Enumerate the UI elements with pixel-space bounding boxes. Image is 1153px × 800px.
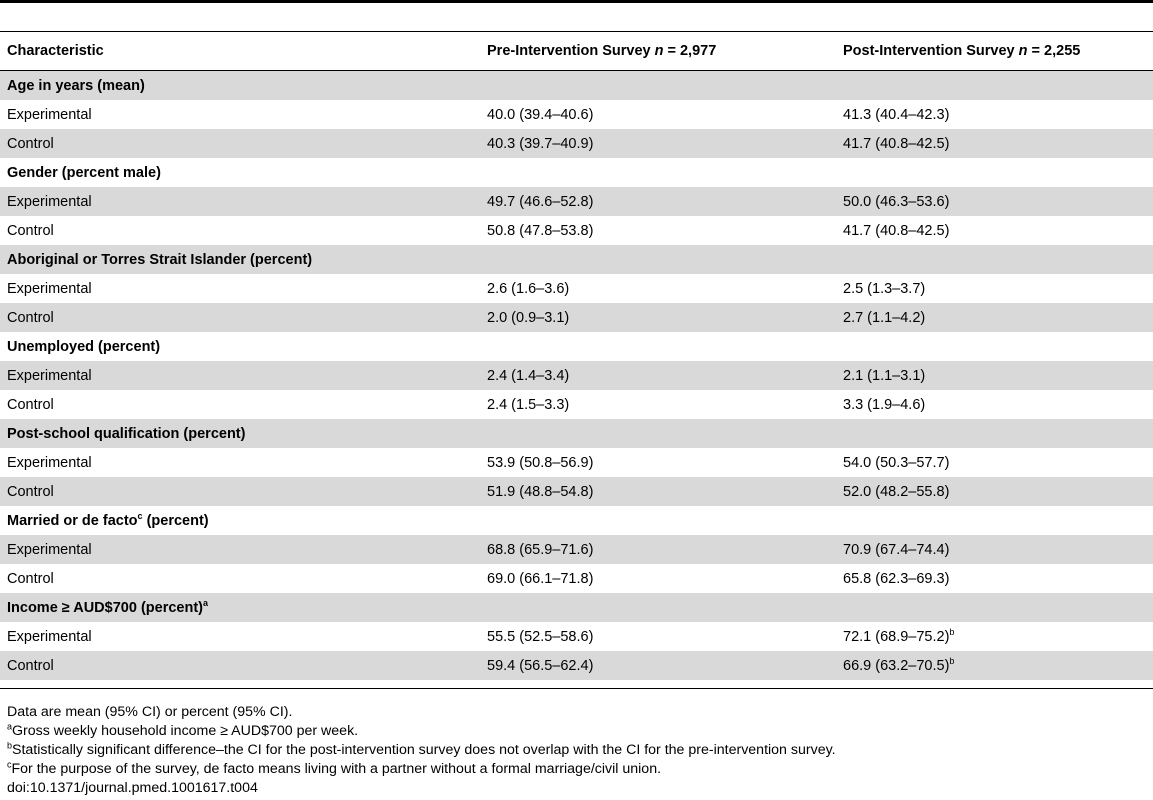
pre-value: 69.0 (66.1–71.8) [487, 570, 594, 587]
table-row [0, 477, 1153, 506]
header-pre-label: Pre-Intervention Survey [487, 43, 655, 59]
footnote-b-mark: b [7, 740, 13, 751]
post-value: 2.1 (1.1–3.1) [843, 367, 926, 384]
post-value: 65.8 (62.3–69.3) [843, 570, 950, 587]
post-value: 41.7 (40.8–42.5) [843, 135, 950, 152]
table-header [0, 32, 1153, 71]
table-row [0, 100, 1153, 129]
group-row [0, 593, 1153, 622]
post-footnote-mark: b [949, 655, 955, 666]
post-value-cell [836, 129, 1153, 158]
group-label: Income ≥ AUD$700 (percent) [7, 599, 203, 616]
row-name: Experimental [7, 454, 92, 471]
doi-link[interactable]: doi:10.1371/journal.pmed.1001617.t004 [7, 780, 258, 796]
footnote-a-text: Gross weekly household income ≥ AUD$700 per week. [12, 723, 359, 739]
header-post-label: Post-Intervention Survey [843, 43, 1019, 59]
post-value: 41.3 (40.4–42.3) [843, 106, 950, 123]
row-name: Control [7, 222, 54, 239]
table-row [0, 361, 1153, 390]
pre-value: 53.9 (50.8–56.9) [487, 454, 594, 471]
group-label: Age in years (mean) [7, 77, 145, 94]
header-post-n-value: = 2,255 [1027, 43, 1081, 59]
group-row [0, 158, 1153, 187]
table-row [0, 274, 1153, 303]
group-footnote-mark: c [137, 510, 143, 521]
footnote-b-text: Statistically significant difference–the CI for the post-intervention survey does not overlap with the CI for the pre-intervention survey. [12, 742, 836, 758]
post-value: 41.7 (40.8–42.5) [843, 222, 950, 239]
row-name: Control [7, 396, 54, 413]
table-body [0, 71, 1153, 681]
group-label: Gender (percent male) [7, 164, 161, 181]
footnote-c [7, 760, 1147, 779]
row-name: Control [0, 651, 480, 680]
table-row [0, 129, 1153, 158]
table-bottom-rule [0, 688, 1153, 689]
pre-value: 40.0 (39.4–40.6) [487, 106, 594, 123]
post-value: 66.9 (63.2–70.5) [843, 657, 950, 674]
group-label: Aboriginal or Torres Strait Islander (percent) [7, 251, 313, 268]
table-row [0, 651, 1153, 680]
pre-value: 2.0 (0.9–3.1) [480, 303, 836, 332]
characteristics-table [0, 32, 1153, 680]
group-label: Post-school qualification (percent) [7, 425, 246, 442]
pre-value: 50.8 (47.8–53.8) [487, 222, 594, 239]
pre-value: 59.4 (56.5–62.4) [480, 651, 836, 680]
post-value-cell [836, 274, 1153, 303]
table-row [0, 187, 1153, 216]
group-heading [0, 158, 1153, 187]
header-pre-intervention [480, 32, 836, 71]
group-heading [0, 593, 1153, 622]
table-footnotes [7, 703, 1147, 798]
post-value-cell [836, 390, 1153, 419]
post-value-cell [836, 361, 1153, 390]
post-value: 72.1 (68.9–75.2) [843, 628, 950, 645]
header-post-intervention [836, 32, 1153, 71]
post-value-cell [836, 448, 1153, 477]
group-label: Married or de facto [7, 512, 138, 529]
pre-value: 68.8 (65.9–71.6) [480, 535, 836, 564]
row-name: Experimental [7, 280, 92, 297]
group-label: Unemployed (percent) [7, 338, 161, 355]
row-name: Experimental [7, 106, 92, 123]
post-value: 70.9 (67.4–74.4) [843, 541, 950, 558]
pre-value: 49.7 (46.6–52.8) [480, 187, 836, 216]
post-value-cell [836, 535, 1153, 564]
group-row [0, 245, 1153, 274]
group-heading [0, 332, 1153, 361]
post-value: 3.3 (1.9–4.6) [843, 396, 926, 413]
post-value-cell [836, 100, 1153, 129]
post-value-cell [836, 651, 1153, 680]
post-value-cell [836, 622, 1153, 651]
post-value: 2.7 (1.1–4.2) [843, 309, 926, 326]
footnote-b [7, 741, 1147, 760]
post-value-cell [836, 216, 1153, 245]
pre-value: 55.5 (52.5–58.6) [487, 628, 594, 645]
pre-value: 2.4 (1.4–3.4) [480, 361, 836, 390]
pre-value: 51.9 (48.8–54.8) [480, 477, 836, 506]
table-row [0, 448, 1153, 477]
post-value: 52.0 (48.2–55.8) [843, 483, 950, 500]
footnote-a-mark: a [7, 721, 13, 732]
header-pre-n-value: = 2,977 [663, 43, 717, 59]
table-row [0, 535, 1153, 564]
group-heading [0, 419, 1153, 448]
header-characteristic: Characteristic [0, 32, 480, 71]
post-value-cell [836, 187, 1153, 216]
row-name: Control [0, 303, 480, 332]
row-name: Experimental [0, 535, 480, 564]
group-row [0, 506, 1153, 535]
table-row [0, 622, 1153, 651]
row-name: Control [0, 129, 480, 158]
header-pre-n-label: n [654, 43, 664, 59]
table-top-rule [0, 0, 1153, 3]
post-value: 54.0 (50.3–57.7) [843, 454, 950, 471]
row-name: Experimental [0, 361, 480, 390]
header-post-n-label: n [1018, 43, 1028, 59]
row-name: Control [7, 570, 54, 587]
row-name: Control [0, 477, 480, 506]
group-label-suffix: (percent) [142, 512, 209, 529]
post-value-cell [836, 477, 1153, 506]
table-row [0, 303, 1153, 332]
header-row [0, 32, 1153, 71]
post-value-cell [836, 564, 1153, 593]
table-row [0, 390, 1153, 419]
row-name: Experimental [7, 628, 92, 645]
row-name: Experimental [0, 187, 480, 216]
group-row [0, 71, 1153, 101]
footnote-c-text: For the purpose of the survey, de facto means living with a partner without a formal marriage/civil union. [11, 761, 662, 777]
group-row [0, 419, 1153, 448]
pre-value: 40.3 (39.7–40.9) [480, 129, 836, 158]
footnote-a [7, 722, 1147, 741]
pre-value: 2.6 (1.6–3.6) [487, 280, 570, 297]
group-heading [0, 506, 1153, 535]
post-value: 50.0 (46.3–53.6) [843, 193, 950, 210]
group-heading [0, 71, 1153, 101]
post-footnote-mark: b [949, 626, 955, 637]
table-row [0, 564, 1153, 593]
group-heading [0, 245, 1153, 274]
footnote-summary: Data are mean (95% CI) or percent (95% CI). [7, 704, 293, 720]
table-row [0, 216, 1153, 245]
pre-value: 2.4 (1.5–3.3) [487, 396, 570, 413]
post-value-cell [836, 303, 1153, 332]
post-value: 2.5 (1.3–3.7) [843, 280, 926, 297]
group-footnote-mark: a [202, 597, 208, 608]
group-row [0, 332, 1153, 361]
footnote-c-mark: c [7, 759, 12, 770]
